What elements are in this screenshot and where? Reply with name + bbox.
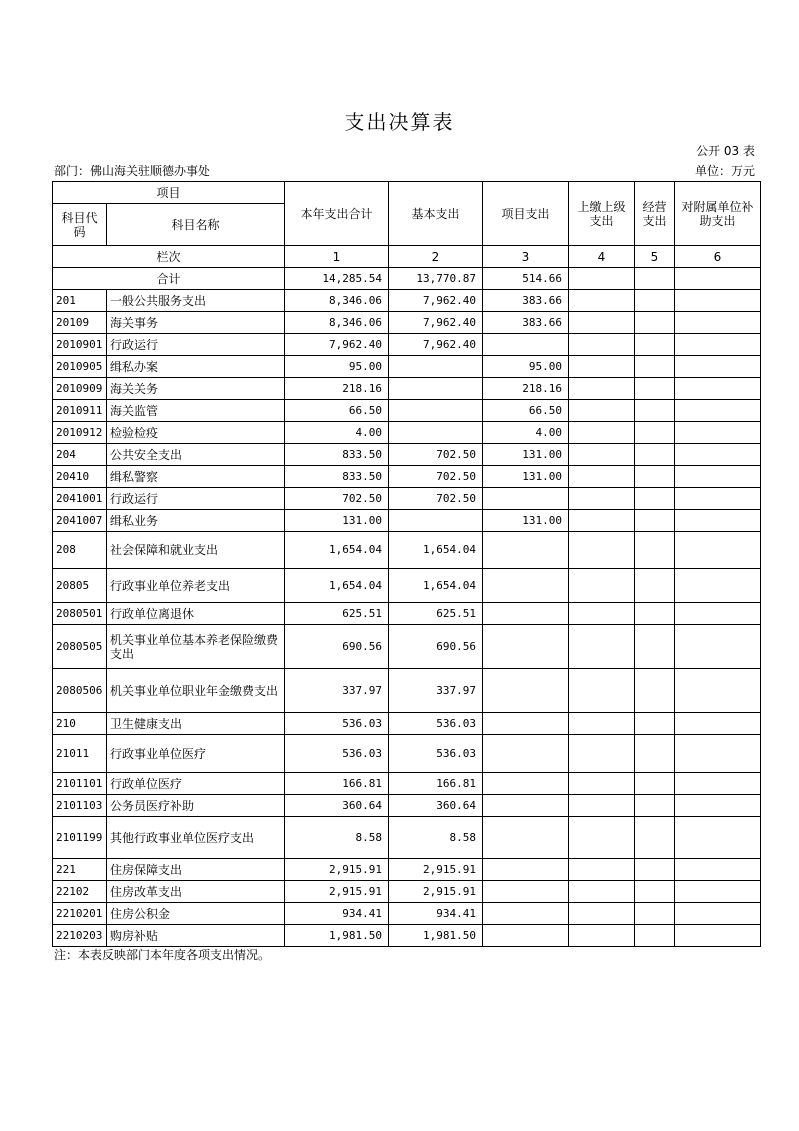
row-project	[483, 603, 569, 625]
row-subsidiary	[675, 532, 761, 569]
row-business	[635, 312, 675, 334]
row-code: 204	[53, 444, 107, 466]
row-total: 1,981.50	[285, 925, 389, 947]
row-subsidiary	[675, 713, 761, 735]
row-basic: 166.81	[389, 773, 483, 795]
index-row-label: 栏次	[53, 246, 285, 268]
row-upper	[569, 773, 635, 795]
row-name: 海关监管	[107, 400, 285, 422]
row-name: 一般公共服务支出	[107, 290, 285, 312]
row-basic	[389, 378, 483, 400]
row-upper	[569, 603, 635, 625]
row-name: 缉私警察	[107, 466, 285, 488]
row-total: 7,962.40	[285, 334, 389, 356]
row-upper	[569, 400, 635, 422]
row-name: 缉私办案	[107, 356, 285, 378]
row-basic: 337.97	[389, 669, 483, 713]
row-total: 934.41	[285, 903, 389, 925]
row-project: 218.16	[483, 378, 569, 400]
row-business	[635, 488, 675, 510]
row-code: 2041007	[53, 510, 107, 532]
header-code: 科目代码	[53, 204, 107, 246]
row-total: 337.97	[285, 669, 389, 713]
index-col-3: 3	[483, 246, 569, 268]
row-subsidiary	[675, 290, 761, 312]
table-row	[53, 334, 761, 356]
table-row	[53, 444, 761, 466]
row-business	[635, 356, 675, 378]
row-code: 2080506	[53, 669, 107, 713]
row-total: 2,915.91	[285, 859, 389, 881]
row-project	[483, 569, 569, 603]
row-upper	[569, 625, 635, 669]
row-business	[635, 400, 675, 422]
row-project	[483, 532, 569, 569]
row-code: 2080501	[53, 603, 107, 625]
row-code: 221	[53, 859, 107, 881]
row-name: 住房改革支出	[107, 881, 285, 903]
row-name: 行政事业单位医疗	[107, 735, 285, 773]
row-name: 检验检疫	[107, 422, 285, 444]
row-subsidiary	[675, 795, 761, 817]
row-business	[635, 625, 675, 669]
row-code: 208	[53, 532, 107, 569]
expenditure-table	[52, 181, 761, 947]
row-business	[635, 795, 675, 817]
row-name: 缉私业务	[107, 510, 285, 532]
row-code: 210	[53, 713, 107, 735]
row-name: 行政单位医疗	[107, 773, 285, 795]
row-business	[635, 735, 675, 773]
row-project: 383.66	[483, 290, 569, 312]
row-subsidiary	[675, 925, 761, 947]
row-upper	[569, 925, 635, 947]
row-total: 8.58	[285, 817, 389, 859]
row-project	[483, 669, 569, 713]
row-basic: 1,654.04	[389, 532, 483, 569]
row-basic: 7,962.40	[389, 312, 483, 334]
row-total: 218.16	[285, 378, 389, 400]
row-upper	[569, 669, 635, 713]
row-business	[635, 378, 675, 400]
row-upper	[569, 488, 635, 510]
index-col-1: 1	[285, 246, 389, 268]
total-row-project: 514.66	[483, 268, 569, 290]
table-row	[53, 510, 761, 532]
row-code: 2010912	[53, 422, 107, 444]
table-row	[53, 378, 761, 400]
row-code: 2210203	[53, 925, 107, 947]
unit-label: 单位：万元	[694, 164, 755, 178]
row-total: 536.03	[285, 713, 389, 735]
row-project	[483, 625, 569, 669]
row-basic: 702.50	[389, 444, 483, 466]
row-total: 4.00	[285, 422, 389, 444]
row-name: 海关关务	[107, 378, 285, 400]
row-total: 833.50	[285, 444, 389, 466]
row-code: 22102	[53, 881, 107, 903]
row-basic: 702.50	[389, 488, 483, 510]
row-business	[635, 925, 675, 947]
table-row	[53, 532, 761, 569]
table-row	[53, 713, 761, 735]
row-total: 536.03	[285, 735, 389, 773]
row-project: 131.00	[483, 510, 569, 532]
row-basic: 360.64	[389, 795, 483, 817]
row-project	[483, 859, 569, 881]
table-row	[53, 773, 761, 795]
header-total: 本年支出合计	[285, 182, 389, 246]
table-row	[53, 881, 761, 903]
row-project	[483, 817, 569, 859]
row-subsidiary	[675, 334, 761, 356]
total-row-label: 合计	[53, 268, 285, 290]
row-code: 21011	[53, 735, 107, 773]
index-col-2: 2	[389, 246, 483, 268]
header-upper: 上缴上级支出	[569, 182, 635, 246]
row-business	[635, 290, 675, 312]
table-row	[53, 400, 761, 422]
row-upper	[569, 422, 635, 444]
row-upper	[569, 444, 635, 466]
header-name: 科目名称	[107, 204, 285, 246]
row-project	[483, 713, 569, 735]
header-subsidiary: 对附属单位补助支出	[675, 182, 761, 246]
row-basic: 7,962.40	[389, 334, 483, 356]
row-total: 1,654.04	[285, 532, 389, 569]
row-name: 其他行政事业单位医疗支出	[107, 817, 285, 859]
row-code: 2010901	[53, 334, 107, 356]
row-basic	[389, 422, 483, 444]
total-row-total: 14,285.54	[285, 268, 389, 290]
row-upper	[569, 713, 635, 735]
table-row	[53, 603, 761, 625]
header-item: 项目	[53, 182, 285, 204]
row-subsidiary	[675, 903, 761, 925]
header-basic: 基本支出	[389, 182, 483, 246]
row-business	[635, 773, 675, 795]
row-total: 690.56	[285, 625, 389, 669]
table-row	[53, 735, 761, 773]
header-business: 经营支出	[635, 182, 675, 246]
row-basic	[389, 510, 483, 532]
page-title: 支出决算表	[344, 110, 455, 134]
row-code: 20805	[53, 569, 107, 603]
row-name: 海关事务	[107, 312, 285, 334]
row-upper	[569, 859, 635, 881]
row-total: 702.50	[285, 488, 389, 510]
row-basic: 2,915.91	[389, 859, 483, 881]
row-business	[635, 903, 675, 925]
row-upper	[569, 569, 635, 603]
row-subsidiary	[675, 625, 761, 669]
header-project: 项目支出	[483, 182, 569, 246]
index-col-6: 6	[675, 246, 761, 268]
total-row-basic: 13,770.87	[389, 268, 483, 290]
row-name: 行政运行	[107, 334, 285, 356]
row-total: 166.81	[285, 773, 389, 795]
row-code: 2080505	[53, 625, 107, 669]
total-row-upper	[569, 268, 635, 290]
row-total: 8,346.06	[285, 290, 389, 312]
row-business	[635, 603, 675, 625]
row-name: 社会保障和就业支出	[107, 532, 285, 569]
row-project: 4.00	[483, 422, 569, 444]
row-upper	[569, 903, 635, 925]
table-row	[53, 625, 761, 669]
table-note: 注：本表反映部门本年度各项支出情况。	[54, 948, 271, 962]
row-name: 卫生健康支出	[107, 713, 285, 735]
row-name: 公共安全支出	[107, 444, 285, 466]
row-basic: 934.41	[389, 903, 483, 925]
total-row-subsidiary	[675, 268, 761, 290]
table-row	[53, 669, 761, 713]
row-project: 95.00	[483, 356, 569, 378]
row-total: 360.64	[285, 795, 389, 817]
row-upper	[569, 378, 635, 400]
row-code: 201	[53, 290, 107, 312]
row-upper	[569, 510, 635, 532]
index-col-4: 4	[569, 246, 635, 268]
row-project: 66.50	[483, 400, 569, 422]
table-row	[53, 569, 761, 603]
row-basic: 7,962.40	[389, 290, 483, 312]
row-project	[483, 334, 569, 356]
row-name: 公务员医疗补助	[107, 795, 285, 817]
row-project: 383.66	[483, 312, 569, 334]
row-subsidiary	[675, 378, 761, 400]
row-total: 66.50	[285, 400, 389, 422]
row-business	[635, 422, 675, 444]
row-project	[483, 881, 569, 903]
row-upper	[569, 334, 635, 356]
row-basic: 536.03	[389, 713, 483, 735]
row-basic: 2,915.91	[389, 881, 483, 903]
row-project	[483, 488, 569, 510]
row-subsidiary	[675, 422, 761, 444]
row-project	[483, 773, 569, 795]
row-name: 行政运行	[107, 488, 285, 510]
row-code: 2010909	[53, 378, 107, 400]
row-name: 机关事业单位职业年金缴费支出	[107, 669, 285, 713]
row-business	[635, 569, 675, 603]
row-total: 95.00	[285, 356, 389, 378]
table-row	[53, 466, 761, 488]
row-upper	[569, 817, 635, 859]
row-upper	[569, 290, 635, 312]
row-total: 1,654.04	[285, 569, 389, 603]
row-basic	[389, 400, 483, 422]
row-business	[635, 444, 675, 466]
row-business	[635, 532, 675, 569]
table-row	[53, 859, 761, 881]
row-project	[483, 735, 569, 773]
row-basic	[389, 356, 483, 378]
row-code: 2010905	[53, 356, 107, 378]
table-row	[53, 356, 761, 378]
row-upper	[569, 356, 635, 378]
table-row	[53, 817, 761, 859]
row-subsidiary	[675, 859, 761, 881]
row-business	[635, 334, 675, 356]
row-project	[483, 795, 569, 817]
row-code: 2101199	[53, 817, 107, 859]
row-upper	[569, 312, 635, 334]
row-subsidiary	[675, 669, 761, 713]
row-subsidiary	[675, 488, 761, 510]
row-basic: 8.58	[389, 817, 483, 859]
row-subsidiary	[675, 773, 761, 795]
row-name: 住房保障支出	[107, 859, 285, 881]
row-subsidiary	[675, 510, 761, 532]
row-basic: 625.51	[389, 603, 483, 625]
row-business	[635, 881, 675, 903]
row-business	[635, 466, 675, 488]
row-basic: 1,654.04	[389, 569, 483, 603]
table-row	[53, 290, 761, 312]
table-row	[53, 795, 761, 817]
row-code: 2041001	[53, 488, 107, 510]
row-project: 131.00	[483, 444, 569, 466]
index-col-5: 5	[635, 246, 675, 268]
table-row	[53, 488, 761, 510]
row-upper	[569, 735, 635, 773]
row-upper	[569, 532, 635, 569]
table-row	[53, 312, 761, 334]
row-business	[635, 669, 675, 713]
row-project	[483, 903, 569, 925]
department-label: 部门：佛山海关驻顺德办事处	[54, 164, 211, 178]
row-total: 833.50	[285, 466, 389, 488]
row-total: 625.51	[285, 603, 389, 625]
row-total: 2,915.91	[285, 881, 389, 903]
row-code: 20410	[53, 466, 107, 488]
row-subsidiary	[675, 603, 761, 625]
row-business	[635, 713, 675, 735]
row-total: 8,346.06	[285, 312, 389, 334]
row-name: 机关事业单位基本养老保险缴费支出	[107, 625, 285, 669]
row-code: 2101103	[53, 795, 107, 817]
row-upper	[569, 881, 635, 903]
row-subsidiary	[675, 817, 761, 859]
row-basic: 702.50	[389, 466, 483, 488]
row-basic: 690.56	[389, 625, 483, 669]
table-row	[53, 903, 761, 925]
row-subsidiary	[675, 881, 761, 903]
row-subsidiary	[675, 569, 761, 603]
row-project	[483, 925, 569, 947]
total-row-business	[635, 268, 675, 290]
row-upper	[569, 466, 635, 488]
row-total: 131.00	[285, 510, 389, 532]
table-row	[53, 422, 761, 444]
row-business	[635, 510, 675, 532]
row-code: 2010911	[53, 400, 107, 422]
row-subsidiary	[675, 444, 761, 466]
row-name: 行政单位离退休	[107, 603, 285, 625]
row-code: 2210201	[53, 903, 107, 925]
row-business	[635, 817, 675, 859]
row-code: 2101101	[53, 773, 107, 795]
row-name: 行政事业单位养老支出	[107, 569, 285, 603]
row-upper	[569, 795, 635, 817]
row-basic: 1,981.50	[389, 925, 483, 947]
row-subsidiary	[675, 466, 761, 488]
row-name: 购房补贴	[107, 925, 285, 947]
row-code: 20109	[53, 312, 107, 334]
table-row	[53, 925, 761, 947]
row-subsidiary	[675, 312, 761, 334]
row-subsidiary	[675, 735, 761, 773]
row-basic: 536.03	[389, 735, 483, 773]
row-subsidiary	[675, 356, 761, 378]
form-number: 公开 03 表	[696, 144, 755, 158]
row-business	[635, 859, 675, 881]
row-project: 131.00	[483, 466, 569, 488]
row-subsidiary	[675, 400, 761, 422]
row-name: 住房公积金	[107, 903, 285, 925]
